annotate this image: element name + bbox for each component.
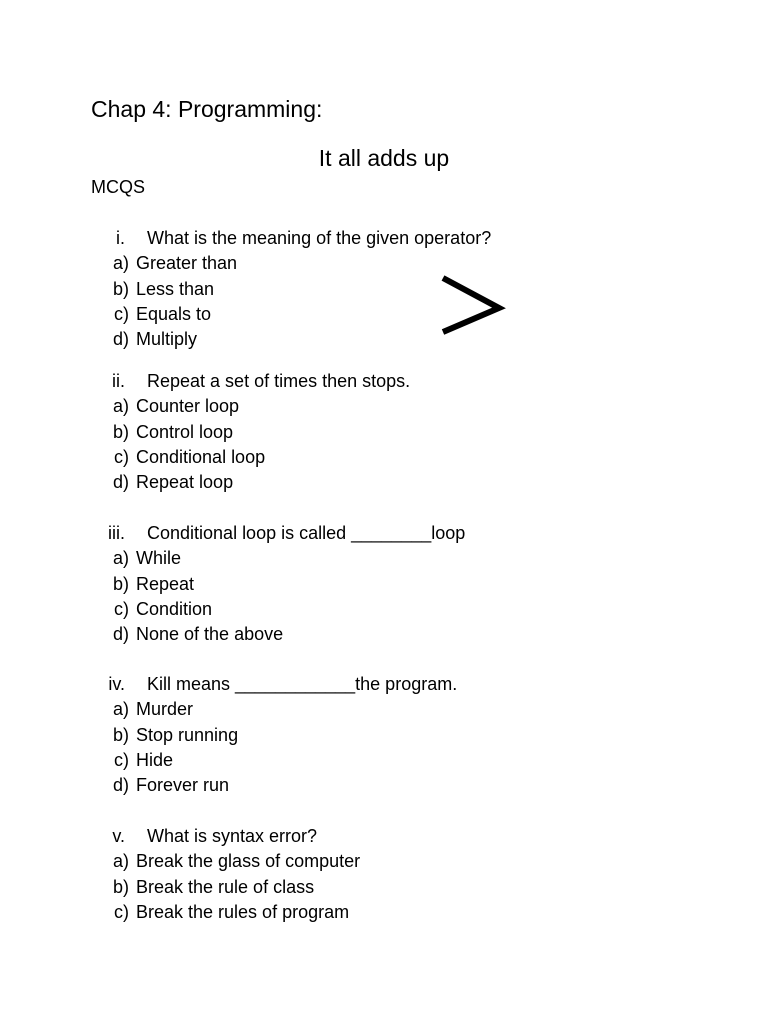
answer-option <box>0 251 768 276</box>
answer-option <box>0 849 768 874</box>
option-text: Control loop <box>136 421 234 442</box>
option-letter: d) <box>112 624 129 645</box>
question-row <box>0 226 768 251</box>
question-block <box>0 226 768 352</box>
answer-option <box>0 697 768 722</box>
answer-option <box>0 302 768 327</box>
answer-option <box>0 420 768 445</box>
question-row <box>0 369 768 394</box>
question-block <box>0 672 768 798</box>
question-row <box>0 824 768 849</box>
chapter-title: Chap 4: Programming: <box>91 96 323 122</box>
question-text: Conditional loop is called ________loop <box>147 523 466 543</box>
option-letter: b) <box>112 421 129 442</box>
question-text: What is syntax error? <box>147 826 318 846</box>
option-text: Repeat loop <box>136 472 234 493</box>
option-text: Forever run <box>136 775 230 796</box>
answer-option <box>0 394 768 419</box>
answer-option <box>0 327 768 352</box>
answer-option <box>0 748 768 773</box>
answer-option <box>0 773 768 798</box>
option-text: Multiply <box>136 329 198 350</box>
question-row <box>0 672 768 697</box>
option-letter: b) <box>112 876 129 897</box>
answer-option <box>0 900 768 925</box>
option-letter: c) <box>114 901 129 922</box>
option-text: Break the rules of program <box>136 901 350 922</box>
option-letter: b) <box>112 724 129 745</box>
option-text: Stop running <box>136 724 239 745</box>
option-letter: a) <box>112 851 129 872</box>
option-text: Conditional loop <box>136 446 266 467</box>
question-text: Repeat a set of times then stops. <box>147 371 411 391</box>
answer-option <box>0 470 768 495</box>
question-number: ii. <box>112 371 125 391</box>
option-text: Equals to <box>136 303 212 324</box>
option-letter: a) <box>112 699 129 720</box>
page-subtitle <box>0 143 768 173</box>
option-letter: d) <box>112 472 129 493</box>
question-row <box>0 521 768 546</box>
option-text: Hide <box>136 749 174 770</box>
question-block <box>0 824 768 925</box>
option-letter: d) <box>112 329 129 350</box>
question-block <box>0 369 768 495</box>
answer-option <box>0 277 768 302</box>
question-number: iii. <box>108 523 125 543</box>
answer-option <box>0 622 768 647</box>
section-label: MCQS <box>91 177 145 197</box>
option-text: Repeat <box>136 573 195 594</box>
question-number: i. <box>116 228 125 248</box>
subtitle-text: It all adds up <box>318 145 450 171</box>
option-text: None of the above <box>136 624 284 645</box>
option-letter: a) <box>112 396 129 417</box>
option-letter: a) <box>112 548 129 569</box>
answer-option <box>0 546 768 571</box>
option-letter: b) <box>112 278 129 299</box>
option-letter: d) <box>112 775 129 796</box>
option-text: While <box>136 548 182 569</box>
option-letter: c) <box>114 749 129 770</box>
question-number: iv. <box>108 674 125 694</box>
answer-option <box>0 597 768 622</box>
option-text: Break the glass of computer <box>136 851 361 872</box>
option-letter: b) <box>112 573 129 594</box>
answer-option <box>0 572 768 597</box>
option-text: Greater than <box>136 253 238 274</box>
question-text: Kill means ____________the program. <box>147 674 458 694</box>
option-letter: c) <box>114 446 129 467</box>
option-text: Break the rule of class <box>136 876 315 897</box>
option-letter: c) <box>114 598 129 619</box>
option-letter: a) <box>112 253 129 274</box>
option-text: Condition <box>136 598 213 619</box>
option-letter: c) <box>114 303 129 324</box>
option-text: Murder <box>136 699 194 720</box>
question-text: What is the meaning of the given operator? <box>147 228 492 248</box>
answer-option <box>0 875 768 900</box>
question-block <box>0 521 768 647</box>
option-text: Less than <box>136 278 215 299</box>
question-number: v. <box>112 826 125 846</box>
answer-option <box>0 445 768 470</box>
answer-option <box>0 723 768 748</box>
option-text: Counter loop <box>136 396 240 417</box>
